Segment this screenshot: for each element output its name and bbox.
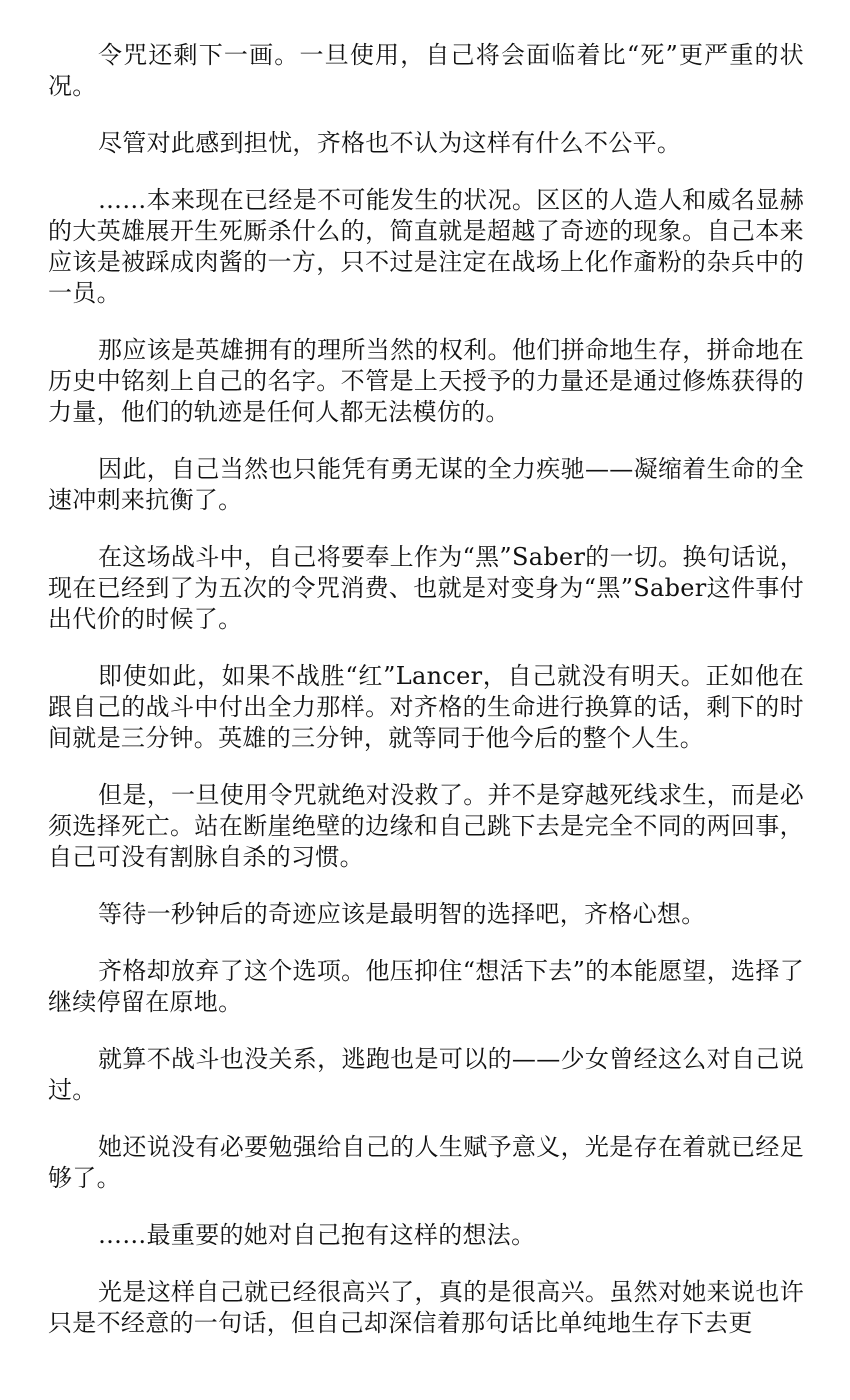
paragraph: 即使如此，如果不战胜“红”Lancer，自己就没有明天。正如他在跟自己的战斗中付出全力那样。对齐格的生命进行换算的话，剩下的时间就是三分钟。英雄的三分钟，就等同于他今后的整个人生。 — [48, 662, 804, 752]
paragraph: 尽管对此感到担忧，齐格也不认为这样有什么不公平。 — [98, 129, 682, 157]
paragraph: ……最重要的她对自己抱有这样的想法。 — [98, 1221, 536, 1249]
paragraph: 令咒还剩下一画。一旦使用，自己将会面临着比“死”更严重的状况。 — [48, 41, 804, 100]
paragraph: 但是，一旦使用令咒就绝对没救了。并不是穿越死线求生，而是必须选择死亡。站在断崖绝壁的边缘和自己跳下去是完全不同的两回事，自己可没有割脉自杀的习惯。 — [48, 781, 804, 871]
paragraph: 光是这样自己就已经很高兴了，真的是很高兴。虽然对她来说也许只是不经意的一句话，但自己却深信着那句话比单纯地生存下去更 — [48, 1278, 804, 1337]
paragraph: 她还说没有必要勉强给自己的人生赋予意义，光是存在着就已经足够了。 — [48, 1133, 804, 1192]
paragraph: 齐格却放弃了这个选项。他压抑住“想活下去”的本能愿望，选择了继续停留在原地。 — [48, 957, 804, 1016]
paragraph: 那应该是英雄拥有的理所当然的权利。他们拼命地生存，拼命地在历史中铭刻上自己的名字。不管是上天授予的力量还是通过修炼获得的力量，他们的轨迹是任何人都无法模仿的。 — [48, 336, 804, 426]
paragraph: 就算不战斗也没关系，逃跑也是可以的——少女曾经这么对自己说过。 — [48, 1045, 804, 1104]
paragraph: 在这场战斗中，自己将要奉上作为“黑”Saber的一切。换句话说，现在已经到了为五次的令咒消费、也就是对变身为“黑”Saber这件事付出代价的时候了。 — [48, 543, 804, 633]
document-page — [48, 40, 804, 1365]
paragraph: 因此，自己当然也只能凭有勇无谋的全力疾驰——凝缩着生命的全速冲刺来抗衡了。 — [48, 455, 804, 514]
paragraph: 等待一秒钟后的奇迹应该是最明智的选择吧，齐格心想。 — [98, 900, 706, 928]
paragraph: ……本来现在已经是不可能发生的状况。区区的人造人和威名显赫的大英雄展开生死厮杀什么的，简直就是超越了奇迹的现象。自己本来应该是被踩成肉酱的一方，只不过是注定在战场上化作齑粉的杂兵中的一员。 — [48, 186, 804, 307]
